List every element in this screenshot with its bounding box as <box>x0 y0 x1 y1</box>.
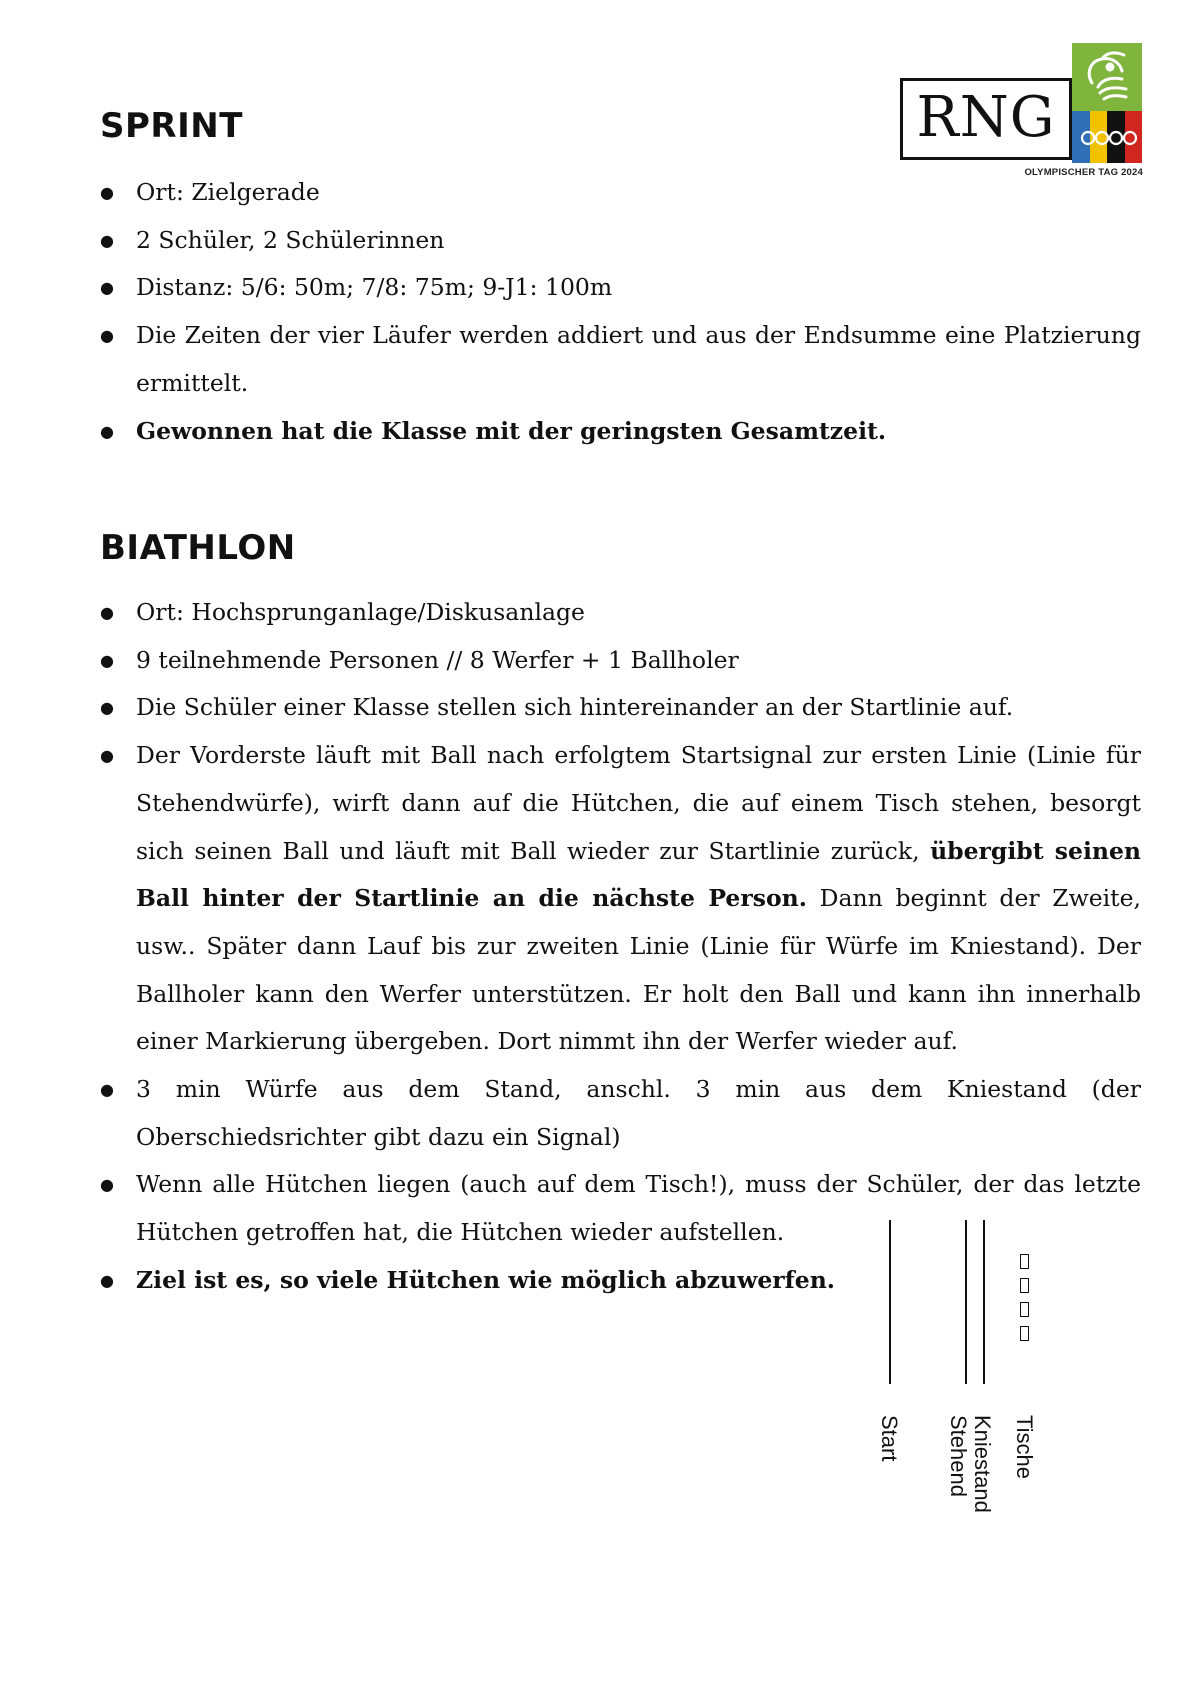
biathlon-diagram <box>860 1220 1060 1530</box>
list-item: ● Ort: Hochsprunganlage/Diskusanlage <box>100 589 1141 637</box>
biathlon-list <box>100 589 1141 1305</box>
list-item <box>100 732 1141 1066</box>
list-item: ● Ort: Zielgerade <box>100 169 1141 217</box>
list-item: ● Ziel ist es, so viele Hütchen wie möglich abzuwerfen. <box>100 1257 1141 1305</box>
list-item: ● Die Schüler einer Klasse stellen sich hintereinander an der Startlinie auf. <box>100 684 1141 732</box>
list-item: ● 2 Schüler, 2 Schülerinnen <box>100 217 1141 265</box>
kniestand-label: Kniestand <box>970 1415 995 1513</box>
kniestand-line <box>983 1220 985 1384</box>
list-item: ● 9 teilnehmende Personen // 8 Werfer + 1 Ballholer <box>100 637 1141 685</box>
list-item: ● Die Zeiten der vier Läufer werden addiert und aus der Endsumme eine Platzierung ermittelt. <box>100 312 1141 407</box>
biathlon-heading: BIATHLON <box>100 528 296 568</box>
logo-emblem <box>1072 43 1142 111</box>
item-bold-text: übergibt seinen Ball hinter der Startlinie an die nächste Person. <box>136 836 1141 913</box>
olympic-rings-icon <box>1078 129 1138 149</box>
stehend-label: Stehend <box>946 1415 971 1497</box>
item-text: Dann beginnt der Zweite, usw.. Später dann Lauf bis zur zweiten Linie (Linie für Würfe im Kniestand). Der Ballholer kann den Werfer unterstützen. Er holt den Ball und kann ihn innerhalb einer Markierung übergeben. Dort nimmt ihn der Werfer wieder auf. <box>136 884 1141 1056</box>
sprint-list <box>100 169 1141 455</box>
list-item: ● Wenn alle Hütchen liegen (auch auf dem Tisch!), muss der Schüler, der das letzte Hütchen getroffen hat, die Hütchen wieder aufstellen. <box>100 1161 1141 1256</box>
start-label: Start <box>877 1415 902 1462</box>
rng-logo <box>900 43 1143 183</box>
logo-caption: OLYMPISCHER TAG 2024 <box>1024 167 1143 178</box>
cone-marker <box>1020 1278 1029 1293</box>
cone-marker <box>1020 1254 1029 1269</box>
eagle-icon <box>1072 43 1142 111</box>
stehend-line <box>965 1220 967 1384</box>
tische-label: Tische <box>1012 1415 1037 1479</box>
logo-box <box>900 78 1072 160</box>
cone-marker <box>1020 1302 1029 1317</box>
item-text: Der Vorderste läuft mit Ball nach erfolgtem Startsignal zur ersten Linie (Linie für Stehendwürfe), wirft dann auf die Hütchen, die auf einem Tisch stehen, besorgt sich seinen Ball und läuft mit Ball wieder zur Startlinie zurück, <box>136 741 1141 865</box>
list-item: ● Gewonnen hat die Klasse mit der geringsten Gesamtzeit. <box>100 408 1141 456</box>
start-line <box>889 1220 891 1384</box>
list-item: ● Distanz: 5/6: 50m; 7/8: 75m; 9-J1: 100m <box>100 264 1141 312</box>
logo-text: RNG <box>916 85 1056 150</box>
sprint-heading: SPRINT <box>100 106 243 146</box>
cone-marker <box>1020 1326 1029 1341</box>
list-item: ● 3 min Würfe aus dem Stand, anschl. 3 min aus dem Kniestand (der Oberschiedsrichter gibt dazu ein Signal) <box>100 1066 1141 1161</box>
